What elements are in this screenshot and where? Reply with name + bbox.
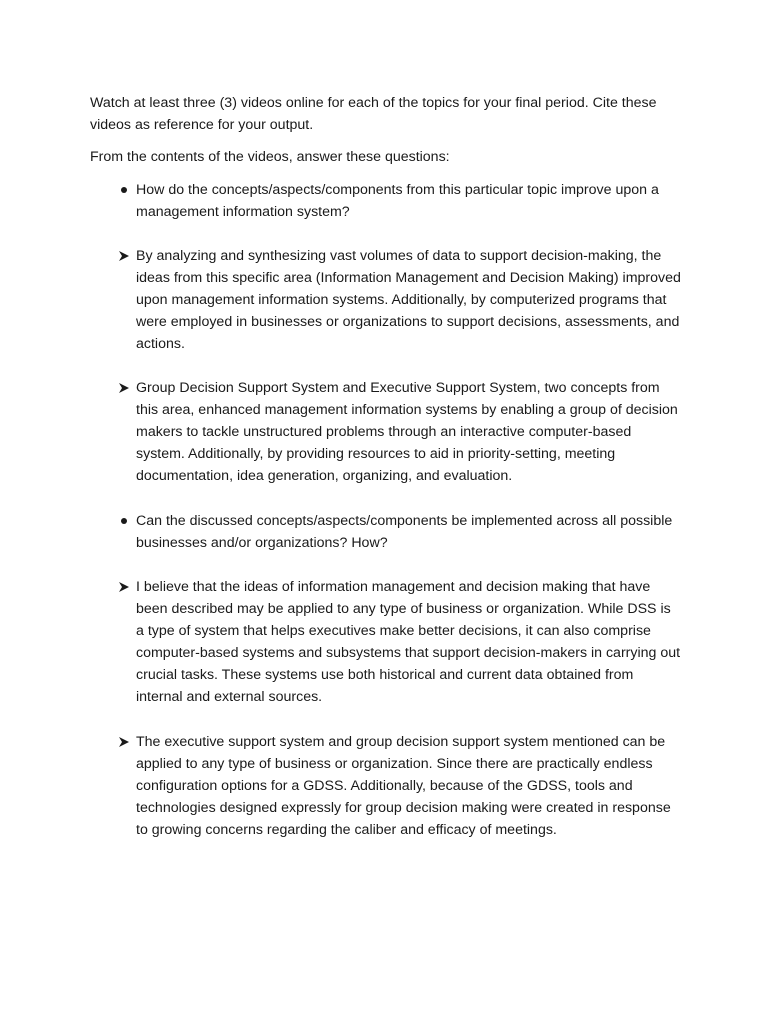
prompt-paragraph: From the contents of the videos, answer these questions: xyxy=(90,149,450,165)
answer-text: I believe that the ideas of information management and decision making that have been described may be applied to any type of business or organization. While DSS is a type of system that helps executives make better decisions, it can also comprise computer-based systems and subsystems that support decision-makers in carrying out crucial tasks. These systems use both historical and current data obtained from internal and external sources. xyxy=(136,579,681,705)
answer-text: By analyzing and synthesizing vast volumes of data to support decision-making, the ideas from this specific area (Information Management and Decision Making) improved upon management information systems. Additionally, by computerized programs that were employed in businesses or organizations to support decisions, assessments, and actions. xyxy=(136,248,681,352)
bullet-icon xyxy=(112,510,136,532)
question-text: How do the concepts/aspects/components from this particular topic improve upon a management information system? xyxy=(136,182,659,220)
answer-text: The executive support system and group decision support system mentioned can be applied to any type of business or organization. Since there are practically endless configuration options for a GDSS. Additionally, because of the GDSS, tools and technologies designed expressly for group decision making were created in response to growing concerns regarding the caliber and efficacy of meetings. xyxy=(136,734,671,838)
question-text: Can the discussed concepts/aspects/components be implemented across all possible businesses and/or organizations? How? xyxy=(136,513,673,551)
arrowhead-bullet-icon xyxy=(112,576,136,598)
arrowhead-bullet-icon xyxy=(112,731,136,753)
answer-text: Group Decision Support System and Executive Support System, two concepts from this area, enhanced management information systems by enabling a group of decision makers to tackle unstructured problems through an interactive computer-based system. Additionally, by providing resources to aid in priority-setting, meeting documentation, idea generation, organizing, and evaluation. xyxy=(136,380,678,484)
intro-paragraph: Watch at least three (3) videos online for each of the topics for your final period. Cite these videos as reference for your output. xyxy=(90,95,657,133)
arrowhead-bullet-icon xyxy=(112,377,136,399)
bullet-icon xyxy=(112,179,136,201)
arrowhead-bullet-icon xyxy=(112,245,136,267)
